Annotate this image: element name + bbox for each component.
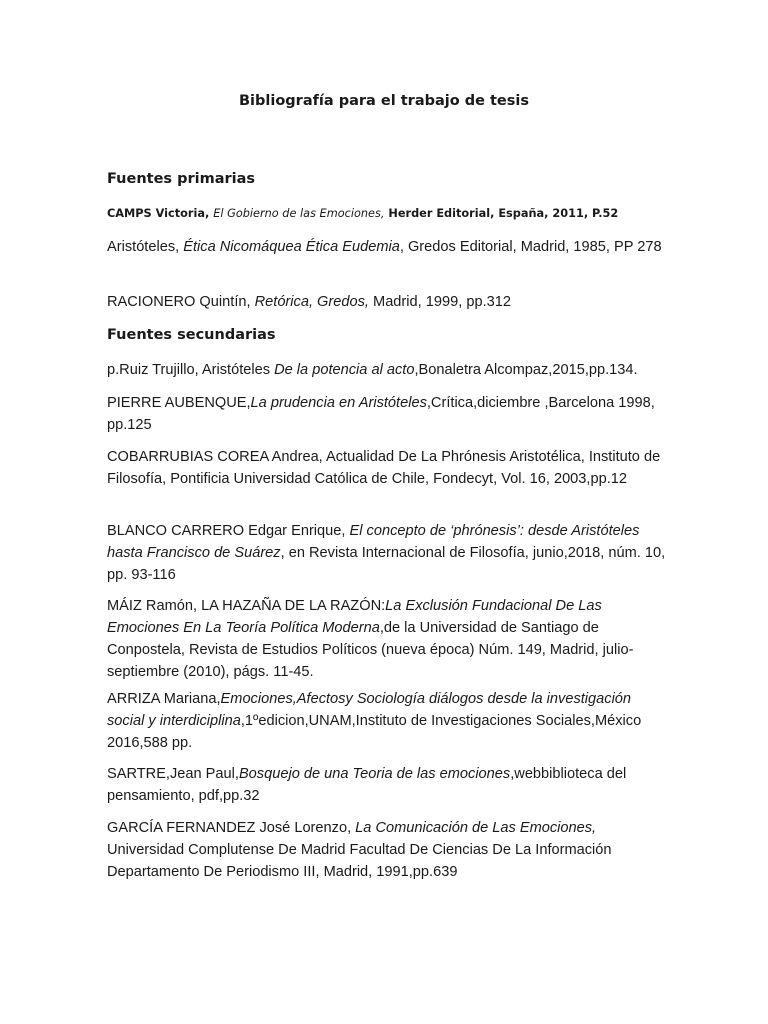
- entry-author: PIERRE AUBENQUE,: [107, 395, 251, 411]
- entry-title: La prudencia en Aristóteles: [250, 395, 427, 411]
- entry-details: Herder Editorial, España, 2011, P.52: [384, 207, 619, 220]
- secondary-sources-heading: Fuentes secundarias: [107, 327, 276, 343]
- entry-author: GARCÍA FERNANDEZ José Lorenzo,: [107, 820, 356, 836]
- bib-entry-ruiz: [107, 359, 667, 381]
- entry-details: Madrid, 1999, pp.312: [368, 294, 511, 310]
- entry-title: Emociones,Afectosy Sociología diálogos desde la investigación social y interdiciplina: [107, 691, 632, 729]
- entry-details: Universidad Complutense De Madrid Facultad De Ciencias De La Información Departamento De Periodismo III, Madrid, 1991,pp.639: [107, 842, 612, 880]
- entry-author: SARTRE,Jean Paul,: [107, 766, 239, 782]
- entry-title: El concepto de ‘phrónesis’: desde Aristóteles hasta Francisco de Suárez: [107, 523, 640, 561]
- entry-title: Ética Nicomáquea Ética Eudemia: [183, 239, 400, 255]
- bib-entry-sartre: [107, 763, 667, 807]
- bib-entry-camps: [107, 205, 667, 223]
- entry-author: RACIONERO Quintín,: [107, 294, 255, 310]
- entry-author: ARRIZA Mariana,: [107, 691, 221, 707]
- entry-title: El Gobierno de las Emociones,: [213, 207, 385, 220]
- entry-author: MÁIZ Ramón, LA HAZAÑA DE LA RAZÓN:: [107, 598, 386, 614]
- entry-details: ,1ºedicion,UNAM,Instituto de Investigaciones Sociales,México 2016,588 pp.: [107, 713, 642, 751]
- entry-title: La Exclusión Fundacional De Las Emociones En La Teoría Política Moderna: [107, 598, 602, 636]
- entry-details: ,Crítica,diciembre ,Barcelona 1998, pp.125: [107, 395, 655, 433]
- entry-details: ,de la Universidad de Santiago de Conpostela, Revista de Estudios Políticos (nueva época) Núm. 149, Madrid, julio-septiembre (2010), págs. 11-45.: [107, 620, 634, 680]
- entry-author: Aristóteles,: [107, 239, 184, 255]
- entry-author: BLANCO CARRERO Edgar Enrique,: [107, 523, 350, 539]
- entry-details: ,webbiblioteca del pensamiento, pdf,pp.32: [107, 766, 627, 804]
- bib-entry-cobarrubias: [107, 446, 667, 490]
- bib-entry-aubenque: [107, 392, 667, 436]
- entry-details: , en Revista Internacional de Filosofía, junio,2018, núm. 10, pp. 93-116: [107, 545, 666, 583]
- bib-entry-maiz: [107, 595, 667, 683]
- entry-title: Bosquejo de una Teoria de las emociones: [238, 766, 511, 782]
- page-title: Bibliografía para el trabajo de tesis: [239, 93, 529, 109]
- entry-title: De la potencia al acto: [274, 362, 415, 378]
- entry-text: COBARRUBIAS COREA Andrea, Actualidad De La Phrónesis Aristotélica, Instituto de Filosofía, Pontificia Universidad Católica de Chile, Fondecyt, Vol. 16, 2003,pp.12: [107, 449, 661, 487]
- bib-entry-racionero: [107, 291, 667, 313]
- entry-author: p.Ruiz Trujillo, Aristóteles: [107, 362, 275, 378]
- bib-entry-garcia: [107, 817, 667, 883]
- bib-entry-aristoteles: [107, 236, 667, 258]
- bib-entry-arriza: [107, 688, 667, 754]
- primary-sources-heading: Fuentes primarias: [107, 171, 256, 187]
- entry-author: CAMPS Victoria,: [107, 207, 214, 220]
- entry-title: La Comunicación de Las Emociones,: [355, 820, 597, 836]
- entry-details: , Gredos Editorial, Madrid, 1985, PP 278: [399, 239, 662, 255]
- entry-title: Retórica, Gredos,: [254, 294, 369, 310]
- bib-entry-blanco: [107, 520, 667, 586]
- entry-details: ,Bonaletra Alcompaz,2015,pp.134.: [414, 362, 638, 378]
